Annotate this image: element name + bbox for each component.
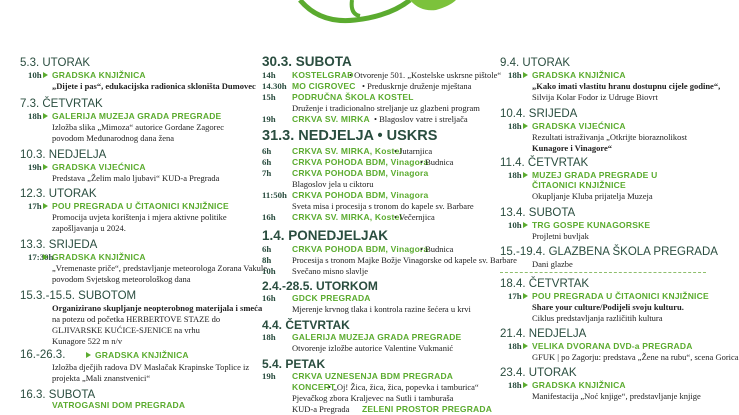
- event-date: 10.4. SRIJEDA: [500, 108, 578, 120]
- event-time: 18h: [508, 380, 522, 390]
- arrow-icon: [43, 164, 48, 170]
- event-date: 9.4. UTORAK: [500, 57, 571, 69]
- event-text: • Preduskrnje druženje mještana: [362, 81, 472, 91]
- event-text: • Jutarnjica: [394, 146, 433, 156]
- event-text: Procesija s tronom Majke Božje Vinagorske od kapele sv. Barbare: [292, 255, 517, 265]
- event-venue: CRKVA POHODA BDM, Vinagora: [292, 244, 429, 254]
- event-text: Svečano misno slavlje: [292, 266, 369, 276]
- event-text: „Dijete i pas“, edukacijska radionica skloništa Dumovec: [52, 81, 256, 91]
- event-venue: GRADSKA KNJIŽNICA: [532, 380, 626, 390]
- event-time: 10h: [262, 266, 276, 276]
- day-heading: 4.4. ČETVRTAK: [262, 318, 350, 332]
- event-time: 18h: [28, 111, 42, 121]
- event-time: 11:50h: [262, 190, 287, 200]
- event-venue: CRKVA POHODA BDM, Vinagora: [292, 190, 429, 200]
- event-time: 17h: [508, 291, 522, 301]
- event-text: • „Oj! Žica, žica, žica, popevka i tamburica“: [328, 382, 479, 392]
- event-venue: GDCK PREGRADA: [292, 293, 371, 303]
- event-date: 13.3. SRIJEDA: [20, 239, 98, 251]
- arrow-icon: [523, 172, 528, 178]
- day-heading: 2.4.-28.5. UTORKOM: [262, 279, 378, 293]
- day-heading: 30.3. SUBOTA: [262, 54, 352, 69]
- event-venue: CRKVA POHODA BDM, Vinagora: [292, 168, 429, 178]
- event-text: Izložba dječjih radova DV Maslačak Krapinske Toplice iz: [52, 362, 250, 372]
- event-venue: GALERIJA MUZEJA GRADA PREGRADE: [52, 111, 222, 121]
- event-text: na potezu od početka HERBERTOVE STAZE do: [52, 314, 221, 324]
- event-text: • Budnica: [420, 244, 454, 254]
- event-venue: CRKVA SV. MIRKA, Kostel: [292, 146, 403, 156]
- event-text: KUD-a Pregrada: [292, 404, 350, 414]
- event-venue: ČITAONICI KNJIŽNICE: [532, 180, 626, 190]
- event-text: Kunagore i Vinagore“: [532, 143, 612, 153]
- event-venue: POU PREGRADA U ČITAONICI KNJIŽNICE: [532, 291, 709, 301]
- event-venue: CRKVA UZNESENJA BDM PREGRADA: [292, 371, 454, 381]
- event-venue: GRADSKA VIJEĆNICA: [52, 162, 146, 172]
- event-date: 15.-19.4. GLAZBENA ŠKOLA PREGRADA: [500, 246, 718, 258]
- event-time: 18h: [508, 341, 522, 351]
- event-text: Rezultati istraživanja „Otkrijte bioraznolikost: [532, 132, 688, 142]
- arrow-icon: [43, 254, 48, 260]
- event-text: Kunagore 522 m n/v: [52, 336, 123, 346]
- event-date: 11.4. ČETVRTAK: [500, 157, 589, 169]
- event-time: 6h: [262, 157, 272, 167]
- event-time: 15h: [262, 92, 276, 102]
- event-venue: GRADSKA KNJIŽNICA: [52, 252, 146, 262]
- event-text: Druženje i tradicionalno streljanje uz glazbeni program: [292, 103, 480, 113]
- event-time: 16h: [262, 293, 276, 303]
- event-venue: TRG GOSPE KUNAGORSKE: [532, 220, 651, 230]
- event-date: 15.3.-15.5. SUBOTOM: [20, 290, 137, 302]
- event-time: 19h: [262, 114, 276, 124]
- event-text: povodom Svjetskog meteorološkog dana: [52, 274, 191, 284]
- event-venue: VATROGASNI DOM PREGRADA: [52, 400, 186, 410]
- event-text: Promocija uvjeta korištenja i mjera aktivne politike: [52, 212, 227, 222]
- event-time: 8h: [262, 255, 272, 265]
- event-venue: GRADSKA VIJEĆNICA: [532, 121, 626, 131]
- event-venue: MUZEJ GRADA PREGRADE U: [532, 170, 658, 180]
- event-text: Projletni buvljak: [532, 231, 589, 241]
- event-venue: PODRUČNA ŠKOLA KOSTEL: [292, 92, 414, 102]
- event-text: • Budnica: [420, 157, 454, 167]
- event-text: • Večernjica: [394, 212, 435, 222]
- event-venue: GRADSKA KNJIŽNICA: [532, 70, 626, 80]
- event-venue: POU PREGRADA U ČITAONICI KNJIŽNICE: [52, 201, 229, 211]
- event-venue: GRADSKA KNJIŽNICA: [52, 70, 146, 80]
- event-time: 6h: [262, 244, 272, 254]
- arrow-icon: [523, 72, 528, 78]
- event-text: Blagoslov jela u ciktoru: [292, 179, 374, 189]
- event-text: Organizirano skupljanje neopterobnog materijala i smeća: [52, 303, 263, 313]
- event-date: 7.3. ČETVRTAK: [20, 98, 103, 110]
- event-text: Dani glazbe: [532, 259, 573, 269]
- event-time: 17h: [28, 201, 42, 211]
- arrow-icon: [86, 352, 91, 358]
- event-venue: GRADSKA KNJIŽNICA: [95, 350, 189, 360]
- event-venue: CRKVA SV. MIRKA, Kostel: [292, 212, 403, 222]
- event-time: 17:30h: [28, 252, 54, 262]
- arrow-icon: [43, 113, 48, 119]
- event-date: 21.4. NEDJELJA: [500, 328, 587, 340]
- arrow-icon: [43, 203, 48, 209]
- event-date: 12.3. UTORAK: [20, 188, 97, 200]
- event-text: Sveta misa i procesija s tronom do kapele sv. Barbare: [292, 201, 474, 211]
- event-time: 10h: [28, 70, 42, 80]
- leaf-logo-graphic: [0, 0, 720, 30]
- arrow-icon: [523, 343, 528, 349]
- event-venue: CRKVA SV. MIRKA: [292, 114, 370, 124]
- event-venue: MO CIGROVEC: [292, 81, 356, 91]
- event-time: 6h: [262, 146, 272, 156]
- event-venue: CRKVA POHODA BDM, Vinagora: [292, 157, 429, 167]
- event-text: Ciklus predstavljanja različitih kultura: [532, 313, 663, 323]
- event-text: Okupljanje Kluba prijatelja Muzeja: [532, 191, 653, 201]
- event-date: 23.4. UTORAK: [500, 367, 577, 379]
- event-time: 10h: [508, 220, 522, 230]
- event-time: 7h: [262, 168, 272, 178]
- event-date: 10.3. NEDJELJA: [20, 149, 107, 161]
- event-text: Predstava „Želim malo ljubavi“ KUD-a Pregrada: [52, 173, 220, 183]
- event-time: 16h: [262, 212, 276, 222]
- arrow-icon: [523, 222, 528, 228]
- event-text: projekta „Mali znanstvenici“: [52, 373, 151, 383]
- event-text: Izložba slika „Mimoza“ autorice Gordane Zagorec: [52, 122, 225, 132]
- event-venue: GALERIJA MUZEJA GRADA PREGRADE: [292, 332, 462, 342]
- event-venue: ZELENI PROSTOR PREGRADA: [362, 404, 493, 414]
- event-time: 18h: [508, 70, 522, 80]
- event-date: 18.4. ČETVRTAK: [500, 278, 590, 290]
- arrow-icon: [523, 123, 528, 129]
- event-time: 14.30h: [262, 81, 287, 91]
- event-text: • Blagoslov vatre i streljača: [374, 114, 468, 124]
- event-text: zapošljavanja u 2024.: [52, 223, 126, 233]
- divider: [500, 272, 706, 273]
- event-time: 18h: [262, 332, 276, 342]
- event-text: Mjerenje krvnog tlaka i kontrola razine šećera u krvi: [292, 304, 471, 314]
- day-heading: 31.3. NEDJELJA • USKRS: [262, 128, 438, 144]
- event-time: 18h: [508, 170, 522, 180]
- event-date: 16.3. SUBOTA: [20, 389, 96, 401]
- event-time: 19h: [262, 371, 276, 381]
- event-time: 14h: [262, 70, 276, 80]
- event-time: 19h: [28, 162, 42, 172]
- event-date: 16.-26.3.: [20, 349, 66, 361]
- arrow-icon: [43, 72, 48, 78]
- event-text: GLJIVARSKE KUĆICE-SJENICE na vrhu: [52, 325, 200, 335]
- event-text: Share your culture/Podijeli svoju kulturu.: [532, 302, 684, 312]
- event-venue: KONCERT: [292, 382, 336, 392]
- arrow-icon: [523, 293, 528, 299]
- event-date: 5.3. UTORAK: [20, 57, 91, 69]
- event-text: GFUK | po Zagorju: predstava „Žene na rubu“, scena Gorica: [532, 352, 739, 362]
- event-text: Pjevačkog zbora Kraljevec na Sutli i tamburaša: [292, 393, 454, 403]
- event-time: 18h: [508, 121, 522, 131]
- event-text: Silvija Kolar Fodor iz Udruge Biovrt: [532, 92, 658, 102]
- event-text: „Kako imati vlastitu hranu dostupnu cijele godine“,: [532, 81, 721, 91]
- day-heading: 1.4. PONEDJELJAK: [262, 228, 389, 243]
- event-text: povodom Međunarodnog dana žena: [52, 133, 175, 143]
- event-venue: KOSTELGRAD: [292, 70, 354, 80]
- event-text: Otvorenje izložbe autorice Valentine Vukmanić: [292, 343, 454, 353]
- event-date: 13.4. SUBOTA: [500, 207, 576, 219]
- arrow-icon: [523, 382, 528, 388]
- event-venue: VELIKA DVORANA DVD-a PREGRADA: [532, 341, 693, 351]
- event-text: Manifestacija „Noć knjige“, predstavljanje knjige: [532, 391, 701, 401]
- event-text: „Vremenaste priče“, predstavljanje meteorologa Zorana Vakule: [52, 263, 268, 273]
- day-heading: 5.4. PETAK: [262, 357, 326, 371]
- event-text: • Otvorenje 501. „Kostelske uskrsne pištole“: [349, 70, 502, 80]
